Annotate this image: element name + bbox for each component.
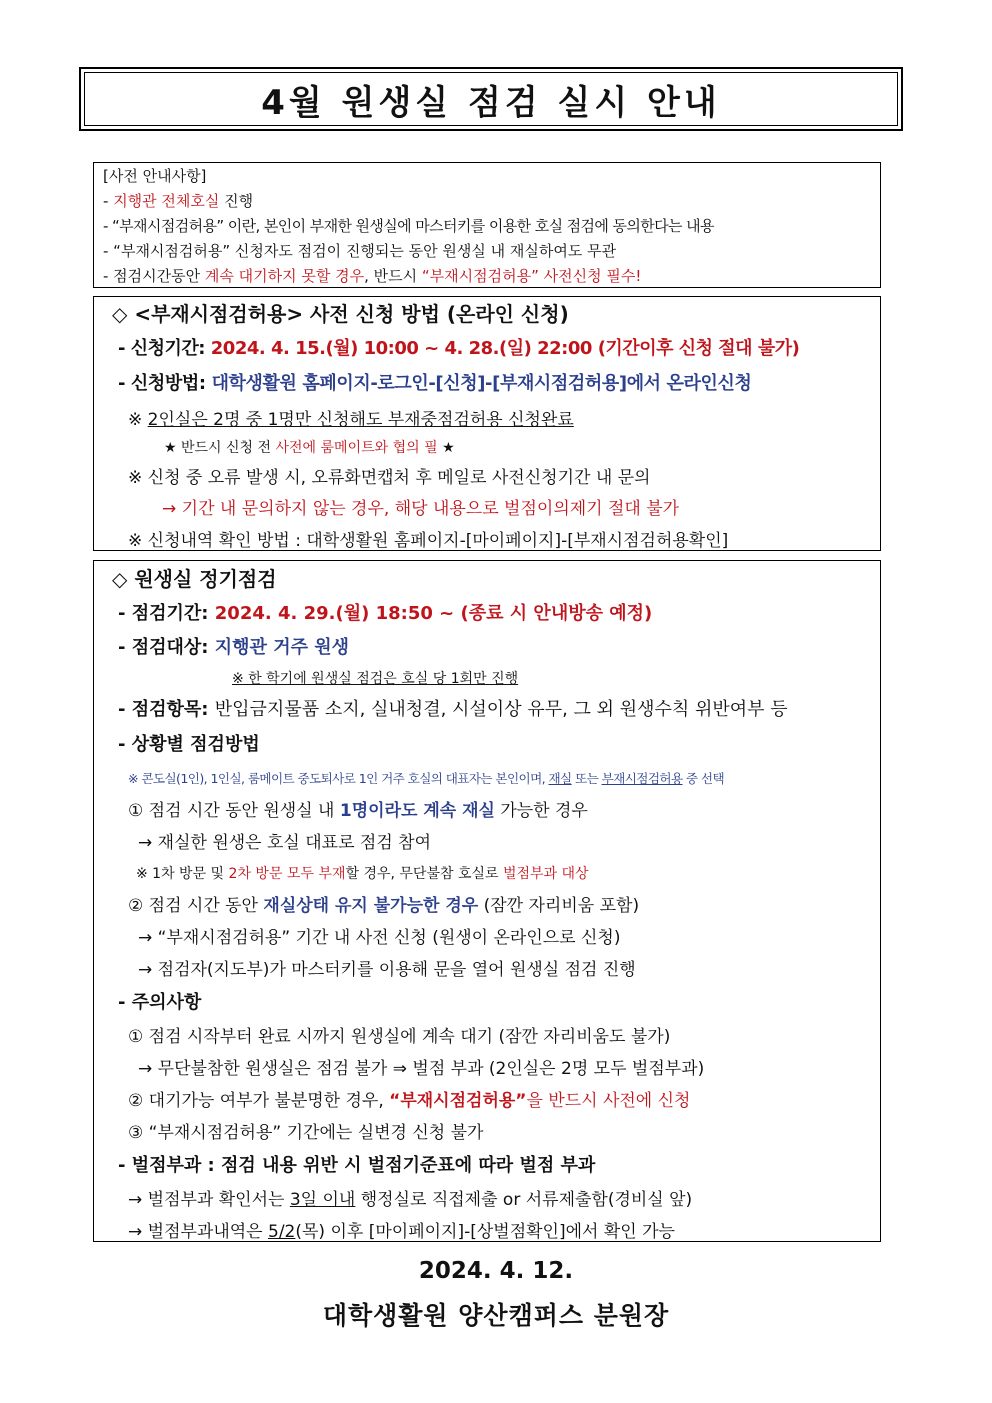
regular-case-note: ※ 콘도실(1인), 1인실, 룸메이트 중도퇴사로 1인 거주 호실의 대표자는 본인이며, 재실 또는 부재시점검허용 중 선택 — [128, 771, 725, 786]
regular-target-note: ※ 한 학기에 원생실 점검은 호실 당 1회만 진행 — [232, 671, 519, 687]
apply-note-3: ※ 신청내역 확인 방법 : 대학생활원 홈페이지-[마이페이지]-[부재시점검허용확인] — [128, 531, 729, 551]
apply-box — [93, 296, 881, 551]
regular-heading: ◇ 원생실 정기점검 — [112, 567, 277, 591]
regular-case-1-note: ※ 1차 방문 및 2차 방문 모두 부재할 경우, 무단불참 호실로 벌점부과 대상 — [136, 866, 589, 882]
regular-case-1-arrow: → 재실한 원생은 호실 대표로 점검 참여 — [138, 833, 431, 853]
apply-note-2: ※ 신청 중 오류 발생 시, 오류화면캡처 후 메일로 사전신청기간 내 문의 — [128, 468, 651, 488]
regular-case-label: - 상황별 점검방법 — [118, 734, 260, 755]
regular-period: - 점검기간: 2024. 4. 29.(월) 18:50 ~ (종료 시 안내방송 예정) — [118, 603, 653, 624]
apply-heading: ◇ <부재시점검허용> 사전 신청 방법 (온라인 신청) — [112, 302, 569, 326]
regular-penalty-1: → 벌점부과 확인서는 3일 이내 행정실로 직접제출 or 서류제출함(경비실 앞) — [128, 1190, 693, 1210]
regular-case-2-arrow-1: → “부재시점검허용” 기간 내 사전 신청 (원생이 온라인으로 신청) — [138, 928, 621, 948]
notice-line-3: - “부재시점검허용” 신청자도 점검이 진행되는 동안 원생실 내 재실하여도 무관 — [103, 242, 617, 260]
regular-caution-3: ③ “부재시점검허용” 기간에는 실변경 신청 불가 — [128, 1123, 484, 1143]
apply-star-note: ★ 반드시 신청 전 사전에 룸메이트와 협의 필 ★ — [164, 440, 455, 456]
regular-penalty-label: - 벌점부과 : 점검 내용 위반 시 벌점기준표에 따라 벌점 부과 — [118, 1155, 596, 1176]
apply-period: - 신청기간: 2024. 4. 15.(월) 10:00 ~ 4. 28.(일) 22:00 (기간이후 신청 절대 불가) — [118, 338, 800, 359]
regular-case-1: ① 점검 시간 동안 원생실 내 1명이라도 계속 재실 가능한 경우 — [128, 801, 588, 821]
regular-case-2: ② 점검 시간 동안 재실상태 유지 불가능한 경우 (잠깐 자리비움 포함) — [128, 896, 640, 916]
regular-caution-1-arrow: → 무단불참한 원생실은 점검 불가 ⇒ 벌점 부과 (2인실은 2명 모두 벌점부과) — [138, 1059, 705, 1079]
notice-heading: [사전 안내사항] — [103, 167, 207, 185]
regular-target: - 점검대상: 지행관 거주 원생 — [118, 637, 350, 658]
notice-line-2: - “부재시점검허용” 이란, 본인이 부재한 원생실에 마스터키를 이용한 호실 점검에 동의한다는 내용 — [103, 217, 714, 235]
regular-caution-2: ② 대기가능 여부가 불분명한 경우, “부재시점검허용”을 반드시 사전에 신청 — [128, 1091, 691, 1111]
notice-line-1: - 지행관 전체호실 진행 — [103, 192, 254, 210]
regular-caution-label: - 주의사항 — [118, 992, 202, 1013]
regular-case-2-arrow-2: → 점검자(지도부)가 마스터키를 이용해 문을 열어 원생실 점검 진행 — [138, 960, 636, 980]
regular-items: - 점검항목: 반입금지물품 소지, 실내청결, 시설이상 유무, 그 외 원생수칙 위반여부 등 — [118, 699, 788, 720]
apply-note-2-arrow: → 기간 내 문의하지 않는 경우, 해당 내용으로 벌점이의제기 절대 불가 — [162, 499, 680, 519]
title-box — [79, 67, 903, 131]
footer-date: 2024. 4. 12. — [418, 1258, 574, 1284]
regular-box — [93, 560, 881, 1242]
page-title: 4월 원생실 점검 실시 안내 — [261, 82, 721, 123]
regular-penalty-2: → 벌점부과내역은 5/2(목) 이후 [마이페이지]-[상벌점확인]에서 확인 가능 — [128, 1222, 675, 1242]
notice-line-4: - 점검시간동안 계속 대기하지 못할 경우, 반드시 “부재시점검허용” 사전신청 필수! — [103, 267, 642, 285]
footer-signature: 대학생활원 양산캠퍼스 분원장 — [322, 1301, 670, 1330]
notice-box — [93, 162, 881, 288]
apply-note-1: ※ 2인실은 2명 중 1명만 신청해도 부재중점검허용 신청완료 — [128, 410, 574, 430]
apply-method: - 신청방법: 대학생활원 홈페이지-로그인-[신청]-[부재시점검허용]에서 온라인신청 — [118, 373, 752, 394]
regular-caution-1: ① 점검 시작부터 완료 시까지 원생실에 계속 대기 (잠깐 자리비움도 불가) — [128, 1027, 671, 1047]
